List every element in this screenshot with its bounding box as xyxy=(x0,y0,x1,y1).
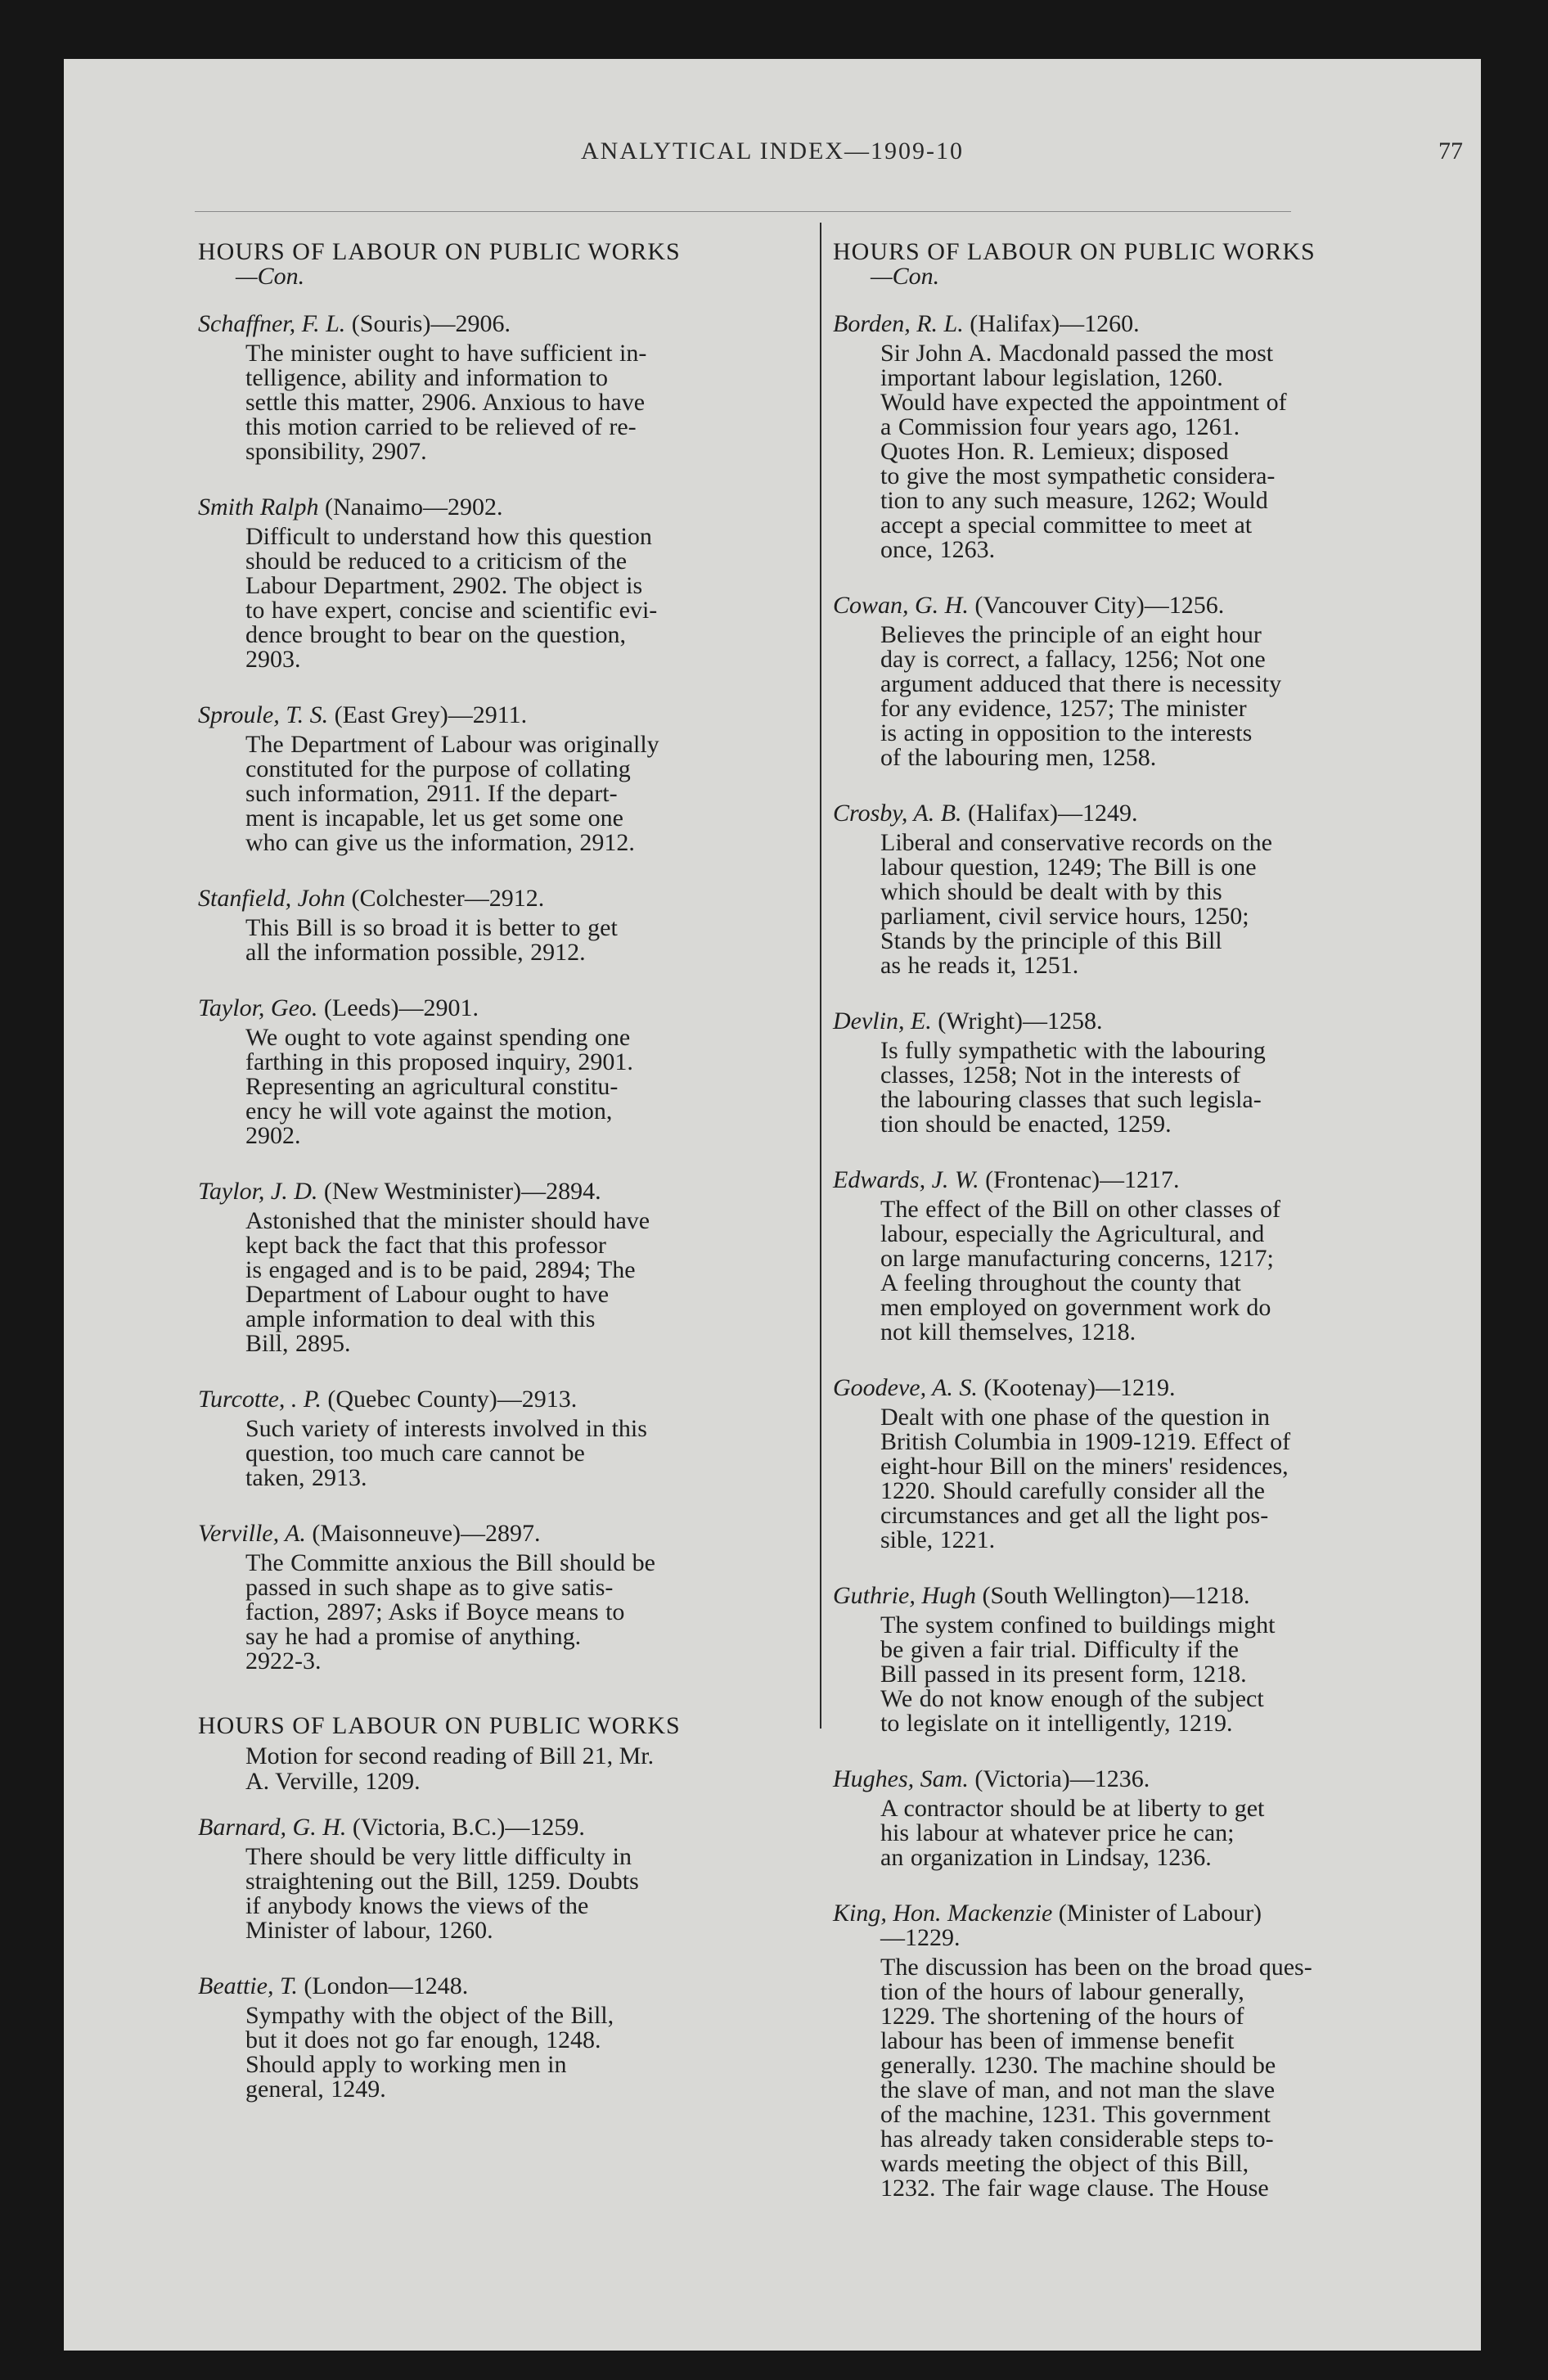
index-entry xyxy=(198,1974,803,2102)
entry-summary xyxy=(833,1613,1455,1736)
summary-line: question, too much care cannot be xyxy=(245,1440,585,1467)
constituency-ref: (Halifax)—1260. xyxy=(970,310,1140,337)
entry-summary xyxy=(198,1417,803,1490)
index-entry xyxy=(833,1168,1455,1345)
summary-line: Believes the principle of an eight hour xyxy=(880,621,1262,648)
index-entry xyxy=(198,1387,803,1490)
summary-line: of the labouring men, 1258. xyxy=(880,744,1157,771)
summary-line: of the machine, 1231. This government xyxy=(880,2101,1271,2128)
constituency-ref: (Quebec County)—2913. xyxy=(327,1386,578,1413)
speaker-name: Barnard, G. H. xyxy=(198,1814,347,1841)
speaker-line xyxy=(198,1974,803,1999)
speaker-line xyxy=(198,703,803,728)
summary-line: Representing an agricultural constitu- xyxy=(245,1073,619,1100)
summary-line: The Department of Labour was originally xyxy=(245,731,659,758)
constituency-ref: (Minister of Labour) xyxy=(1058,1900,1262,1927)
summary-line: this motion carried to be relieved of re- xyxy=(245,413,637,440)
constituency-ref: (Souris)—2906. xyxy=(351,310,511,337)
section-heading-second xyxy=(198,1713,803,1794)
summary-line: We do not know enough of the subject xyxy=(880,1685,1264,1712)
summary-line: Astonished that the minister should have xyxy=(245,1207,650,1234)
summary-line: The Committe anxious the Bill should be xyxy=(245,1549,655,1576)
summary-line: should be reduced to a criticism of the xyxy=(245,548,628,575)
index-entry xyxy=(198,312,803,464)
speaker-name: Borden, R. L. xyxy=(833,310,964,337)
summary-line: such information, 2911. If the depart- xyxy=(245,780,618,807)
entry-summary xyxy=(198,732,803,855)
summary-line: to legislate on it intelligently, 1219. xyxy=(880,1710,1233,1737)
page-header xyxy=(64,137,1481,187)
summary-line: passed in such shape as to give satis- xyxy=(245,1574,614,1601)
summary-line: Would have expected the appointment of xyxy=(880,389,1287,416)
speaker-line xyxy=(833,1009,1455,1034)
summary-line: general, 1249. xyxy=(245,2076,386,2103)
summary-line: argument adduced that there is necessity xyxy=(880,670,1282,697)
summary-line: parliament, civil service hours, 1250; xyxy=(880,903,1249,930)
summary-line: labour has been of immense benefit xyxy=(880,2027,1235,2054)
entry-summary xyxy=(833,1039,1455,1137)
summary-line: not kill themselves, 1218. xyxy=(880,1318,1136,1346)
entry-list xyxy=(198,1815,803,2102)
summary-line: dence brought to bear on the question, xyxy=(245,621,627,648)
summary-line: Such variety of interests involved in this xyxy=(245,1415,647,1442)
summary-line: Department of Labour ought to have xyxy=(245,1281,610,1308)
summary-line: Is fully sympathetic with the labouring xyxy=(880,1037,1266,1064)
constituency-ref: (New Westminister)—2894. xyxy=(323,1178,601,1205)
constituency-ref: (Vancouver City)—1256. xyxy=(974,592,1225,619)
entry-summary xyxy=(833,1197,1455,1345)
section-heading xyxy=(198,239,803,289)
summary-line: as he reads it, 1251. xyxy=(880,952,1079,979)
column-divider xyxy=(820,223,821,1729)
summary-line: day is correct, a fallacy, 1256; Not one xyxy=(880,646,1266,673)
speaker-line xyxy=(198,312,803,336)
entry-summary xyxy=(198,1845,803,1943)
heading-title: HOURS OF LABOUR ON PUBLIC WORKS xyxy=(833,238,1316,265)
summary-line: is engaged and is to be paid, 2894; The xyxy=(245,1256,636,1283)
index-entry xyxy=(198,996,803,1148)
entry-summary xyxy=(198,916,803,965)
constituency-ref: (Colchester—2912. xyxy=(351,885,545,912)
summary-line: 1220. Should carefully consider all the xyxy=(880,1477,1265,1504)
speaker-line xyxy=(833,1767,1455,1792)
summary-line: an organization in Lindsay, 1236. xyxy=(880,1844,1212,1871)
speaker-line xyxy=(198,1387,803,1412)
summary-line: say he had a promise of anything. xyxy=(245,1623,582,1650)
constituency-ref: (Halifax)—1249. xyxy=(968,800,1138,827)
entry-summary xyxy=(198,525,803,672)
index-entry xyxy=(833,1901,1455,2201)
speaker-name: Taylor, J. D. xyxy=(198,1178,318,1205)
motion-line: Motion for second reading of Bill 21, Mr. xyxy=(245,1742,655,1769)
motion-text xyxy=(198,1743,803,1794)
summary-line: faction, 2897; Asks if Boyce means to xyxy=(245,1598,625,1625)
index-entry xyxy=(198,1815,803,1943)
summary-line: be given a fair trial. Difficulty if the xyxy=(880,1636,1239,1663)
entry-summary xyxy=(833,1405,1455,1553)
heading-title: HOURS OF LABOUR ON PUBLIC WORKS xyxy=(198,1712,681,1739)
speaker-line xyxy=(833,1376,1455,1400)
speaker-line xyxy=(833,312,1455,336)
summary-line: 2902. xyxy=(245,1122,301,1149)
scanned-page xyxy=(64,59,1481,2351)
entry-summary xyxy=(198,1025,803,1148)
speaker-line xyxy=(198,996,803,1021)
speaker-line xyxy=(833,1168,1455,1192)
left-column xyxy=(198,239,803,2133)
speaker-name: Goodeve, A. S. xyxy=(833,1374,978,1401)
constituency-ref: (Wright)—1258. xyxy=(938,1007,1103,1034)
summary-line: who can give us the information, 2912. xyxy=(245,829,635,856)
summary-line: men employed on government work do xyxy=(880,1294,1271,1321)
entry-summary xyxy=(833,623,1455,770)
summary-line: the slave of man, and not man the slave xyxy=(880,2076,1276,2103)
speaker-line xyxy=(833,801,1455,826)
speaker-line xyxy=(198,1815,803,1840)
speaker-name: Edwards, J. W. xyxy=(833,1166,979,1193)
summary-line: Sir John A. Macdonald passed the most xyxy=(880,340,1274,367)
page-number: 77 xyxy=(1438,137,1463,165)
summary-line: has already taken considerable steps to- xyxy=(880,2125,1274,2152)
speaker-name: Beattie, T. xyxy=(198,1972,298,1999)
entry-list xyxy=(833,312,1455,2201)
summary-line: 2922-3. xyxy=(245,1648,322,1675)
summary-line: The effect of the Bill on other classes of xyxy=(880,1196,1280,1223)
entry-summary xyxy=(833,831,1455,978)
header-rule xyxy=(195,211,1291,212)
summary-line: kept back the fact that this professor xyxy=(245,1232,606,1259)
constituency-ref-continued: —1229. xyxy=(880,1924,961,1951)
index-entry xyxy=(198,1179,803,1356)
summary-line: to have expert, concise and scientific evi- xyxy=(245,597,658,624)
summary-line: Liberal and conservative records on the xyxy=(880,829,1272,856)
summary-line: a Commission four years ago, 1261. xyxy=(880,413,1240,440)
speaker-line xyxy=(198,495,803,520)
summary-line: farthing in this proposed inquiry, 2901. xyxy=(245,1048,633,1075)
running-title: ANALYTICAL INDEX—1909-10 xyxy=(581,137,964,165)
constituency-ref: (Maisonneuve)—2897. xyxy=(312,1520,541,1547)
speaker-line xyxy=(833,1901,1455,1926)
summary-line: The discussion has been on the broad ques- xyxy=(880,1954,1312,1981)
summary-line: wards meeting the object of this Bill, xyxy=(880,2150,1249,2177)
index-entry xyxy=(198,703,803,855)
speaker-name: Guthrie, Hugh xyxy=(833,1582,976,1609)
summary-line: but it does not go far enough, 1248. xyxy=(245,2026,601,2053)
index-entry xyxy=(198,495,803,672)
index-entry xyxy=(198,886,803,965)
summary-line: This Bill is so broad it is better to get xyxy=(245,914,618,941)
summary-line: 2903. xyxy=(245,646,301,673)
constituency-ref: (Victoria)—1236. xyxy=(974,1765,1150,1792)
summary-line: tion to any such measure, 1262; Would xyxy=(880,487,1268,514)
speaker-name: Verville, A. xyxy=(198,1520,306,1547)
index-entry xyxy=(833,1584,1455,1736)
summary-line: on large manufacturing concerns, 1217; xyxy=(880,1245,1274,1272)
summary-line: 1232. The fair wage clause. The House xyxy=(880,2175,1269,2202)
constituency-ref: (Frontenac)—1217. xyxy=(985,1166,1180,1193)
index-entry xyxy=(198,1521,803,1674)
summary-line: A contractor should be at liberty to get xyxy=(880,1795,1265,1822)
summary-line: once, 1263. xyxy=(880,536,996,563)
summary-line: Bill, 2895. xyxy=(245,1330,351,1357)
entry-summary xyxy=(198,1551,803,1674)
entry-summary xyxy=(198,1209,803,1356)
constituency-ref: (London—1248. xyxy=(304,1972,469,1999)
speaker-name: Hughes, Sam. xyxy=(833,1765,969,1792)
summary-line: accept a special committee to meet at xyxy=(880,512,1253,539)
summary-line: circumstances and get all the light pos- xyxy=(880,1502,1269,1529)
constituency-ref: (Nanaimo—2902. xyxy=(325,494,503,521)
speaker-line xyxy=(198,1179,803,1204)
summary-line: British Columbia in 1909-1219. Effect of xyxy=(880,1428,1291,1455)
summary-line: Labour Department, 2902. The object is xyxy=(245,572,643,599)
summary-line: is acting in opposition to the interests xyxy=(880,719,1253,746)
summary-line: The minister ought to have sufficient in- xyxy=(245,340,647,367)
summary-line: Quotes Hon. R. Lemieux; disposed xyxy=(880,438,1229,465)
summary-line: Sympathy with the object of the Bill, xyxy=(245,2002,614,2029)
speaker-line xyxy=(198,1521,803,1546)
summary-line: ample information to deal with this xyxy=(245,1305,596,1332)
summary-line: important labour legislation, 1260. xyxy=(880,364,1223,391)
summary-line: 1229. The shortening of the hours of xyxy=(880,2003,1244,2030)
summary-line: sible, 1221. xyxy=(880,1526,996,1553)
summary-line: for any evidence, 1257; The minister xyxy=(880,695,1247,722)
speaker-name: Crosby, A. B. xyxy=(833,800,962,827)
summary-line: We ought to vote against spending one xyxy=(245,1024,631,1051)
speaker-line xyxy=(198,886,803,911)
summary-line: the labouring classes that such legisla- xyxy=(880,1086,1262,1113)
index-entry xyxy=(833,1009,1455,1137)
constituency-ref: (East Grey)—2911. xyxy=(334,701,528,728)
summary-line: labour, especially the Agricultural, and xyxy=(880,1220,1265,1247)
summary-line: to give the most sympathetic considera- xyxy=(880,462,1276,489)
summary-line: his labour at whatever price he can; xyxy=(880,1819,1235,1846)
constituency-ref: (Victoria, B.C.)—1259. xyxy=(352,1814,585,1841)
index-entry xyxy=(833,1767,1455,1870)
summary-line: sponsibility, 2907. xyxy=(245,438,427,465)
summary-line: Stands by the principle of this Bill xyxy=(880,927,1222,954)
speaker-name: Smith Ralph xyxy=(198,494,319,521)
entry-summary xyxy=(833,341,1455,562)
summary-line: Bill passed in its present form, 1218. xyxy=(880,1661,1247,1688)
summary-line: labour question, 1249; The Bill is one xyxy=(880,854,1257,881)
constituency-ref: (South Wellington)—1218. xyxy=(982,1582,1250,1609)
speaker-name: Stanfield, John xyxy=(198,885,345,912)
summary-line: The system confined to buildings might xyxy=(880,1611,1276,1639)
speaker-name: Devlin, E. xyxy=(833,1007,932,1034)
summary-line: all the information possible, 2912. xyxy=(245,939,586,966)
index-entry xyxy=(833,1376,1455,1553)
index-entry xyxy=(833,801,1455,978)
entry-summary xyxy=(198,2004,803,2102)
speaker-name: Schaffner, F. L. xyxy=(198,310,346,337)
summary-line: ency he will vote against the motion, xyxy=(245,1098,613,1125)
summary-line: straightening out the Bill, 1259. Doubts xyxy=(245,1868,639,1895)
entry-summary xyxy=(198,341,803,464)
summary-line: eight-hour Bill on the miners' residences, xyxy=(880,1453,1289,1480)
summary-line: Should apply to working men in xyxy=(245,2051,567,2078)
index-entry xyxy=(833,593,1455,770)
summary-line: classes, 1258; Not in the interests of xyxy=(880,1062,1241,1089)
summary-line: tion of the hours of labour generally, xyxy=(880,1978,1244,2005)
summary-line: generally. 1230. The machine should be xyxy=(880,2052,1276,2079)
summary-line: settle this matter, 2906. Anxious to have xyxy=(245,389,646,416)
motion-line: A. Verville, 1209. xyxy=(245,1768,421,1795)
speaker-line xyxy=(833,1584,1455,1608)
constituency-ref: (Kootenay)—1219. xyxy=(983,1374,1176,1401)
summary-line: Minister of labour, 1260. xyxy=(245,1917,493,1944)
speaker-line xyxy=(833,593,1455,618)
summary-line: constituted for the purpose of collating xyxy=(245,755,631,782)
summary-line: There should be very little difficulty in xyxy=(245,1843,632,1870)
heading-continued: —Con. xyxy=(871,263,940,290)
speaker-name: Turcotte, . P. xyxy=(198,1386,322,1413)
summary-line: taken, 2913. xyxy=(245,1464,367,1491)
summary-line: if anybody knows the views of the xyxy=(245,1892,589,1919)
speaker-name: Sproule, T. S. xyxy=(198,701,329,728)
speaker-name: Cowan, G. H. xyxy=(833,592,969,619)
summary-line: telligence, ability and information to xyxy=(245,364,609,391)
summary-line: Dealt with one phase of the question in xyxy=(880,1404,1271,1431)
summary-line: which should be dealt with by this xyxy=(880,878,1222,905)
index-entry xyxy=(833,312,1455,562)
summary-line: A feeling throughout the county that xyxy=(880,1269,1241,1296)
summary-line: ment is incapable, let us get some one xyxy=(245,805,623,832)
heading-continued: —Con. xyxy=(236,263,305,290)
heading-title: HOURS OF LABOUR ON PUBLIC WORKS xyxy=(198,238,681,265)
speaker-name: Taylor, Geo. xyxy=(198,994,318,1021)
section-heading xyxy=(833,239,1455,289)
entry-list xyxy=(198,312,803,1674)
entry-summary xyxy=(833,1955,1455,2201)
right-column xyxy=(833,239,1455,2232)
constituency-ref: (Leeds)—2901. xyxy=(323,994,479,1021)
summary-line: Difficult to understand how this question xyxy=(245,523,652,550)
summary-line: tion should be enacted, 1259. xyxy=(880,1111,1172,1138)
entry-summary xyxy=(833,1796,1455,1870)
speaker-name: King, Hon. Mackenzie xyxy=(833,1900,1053,1927)
